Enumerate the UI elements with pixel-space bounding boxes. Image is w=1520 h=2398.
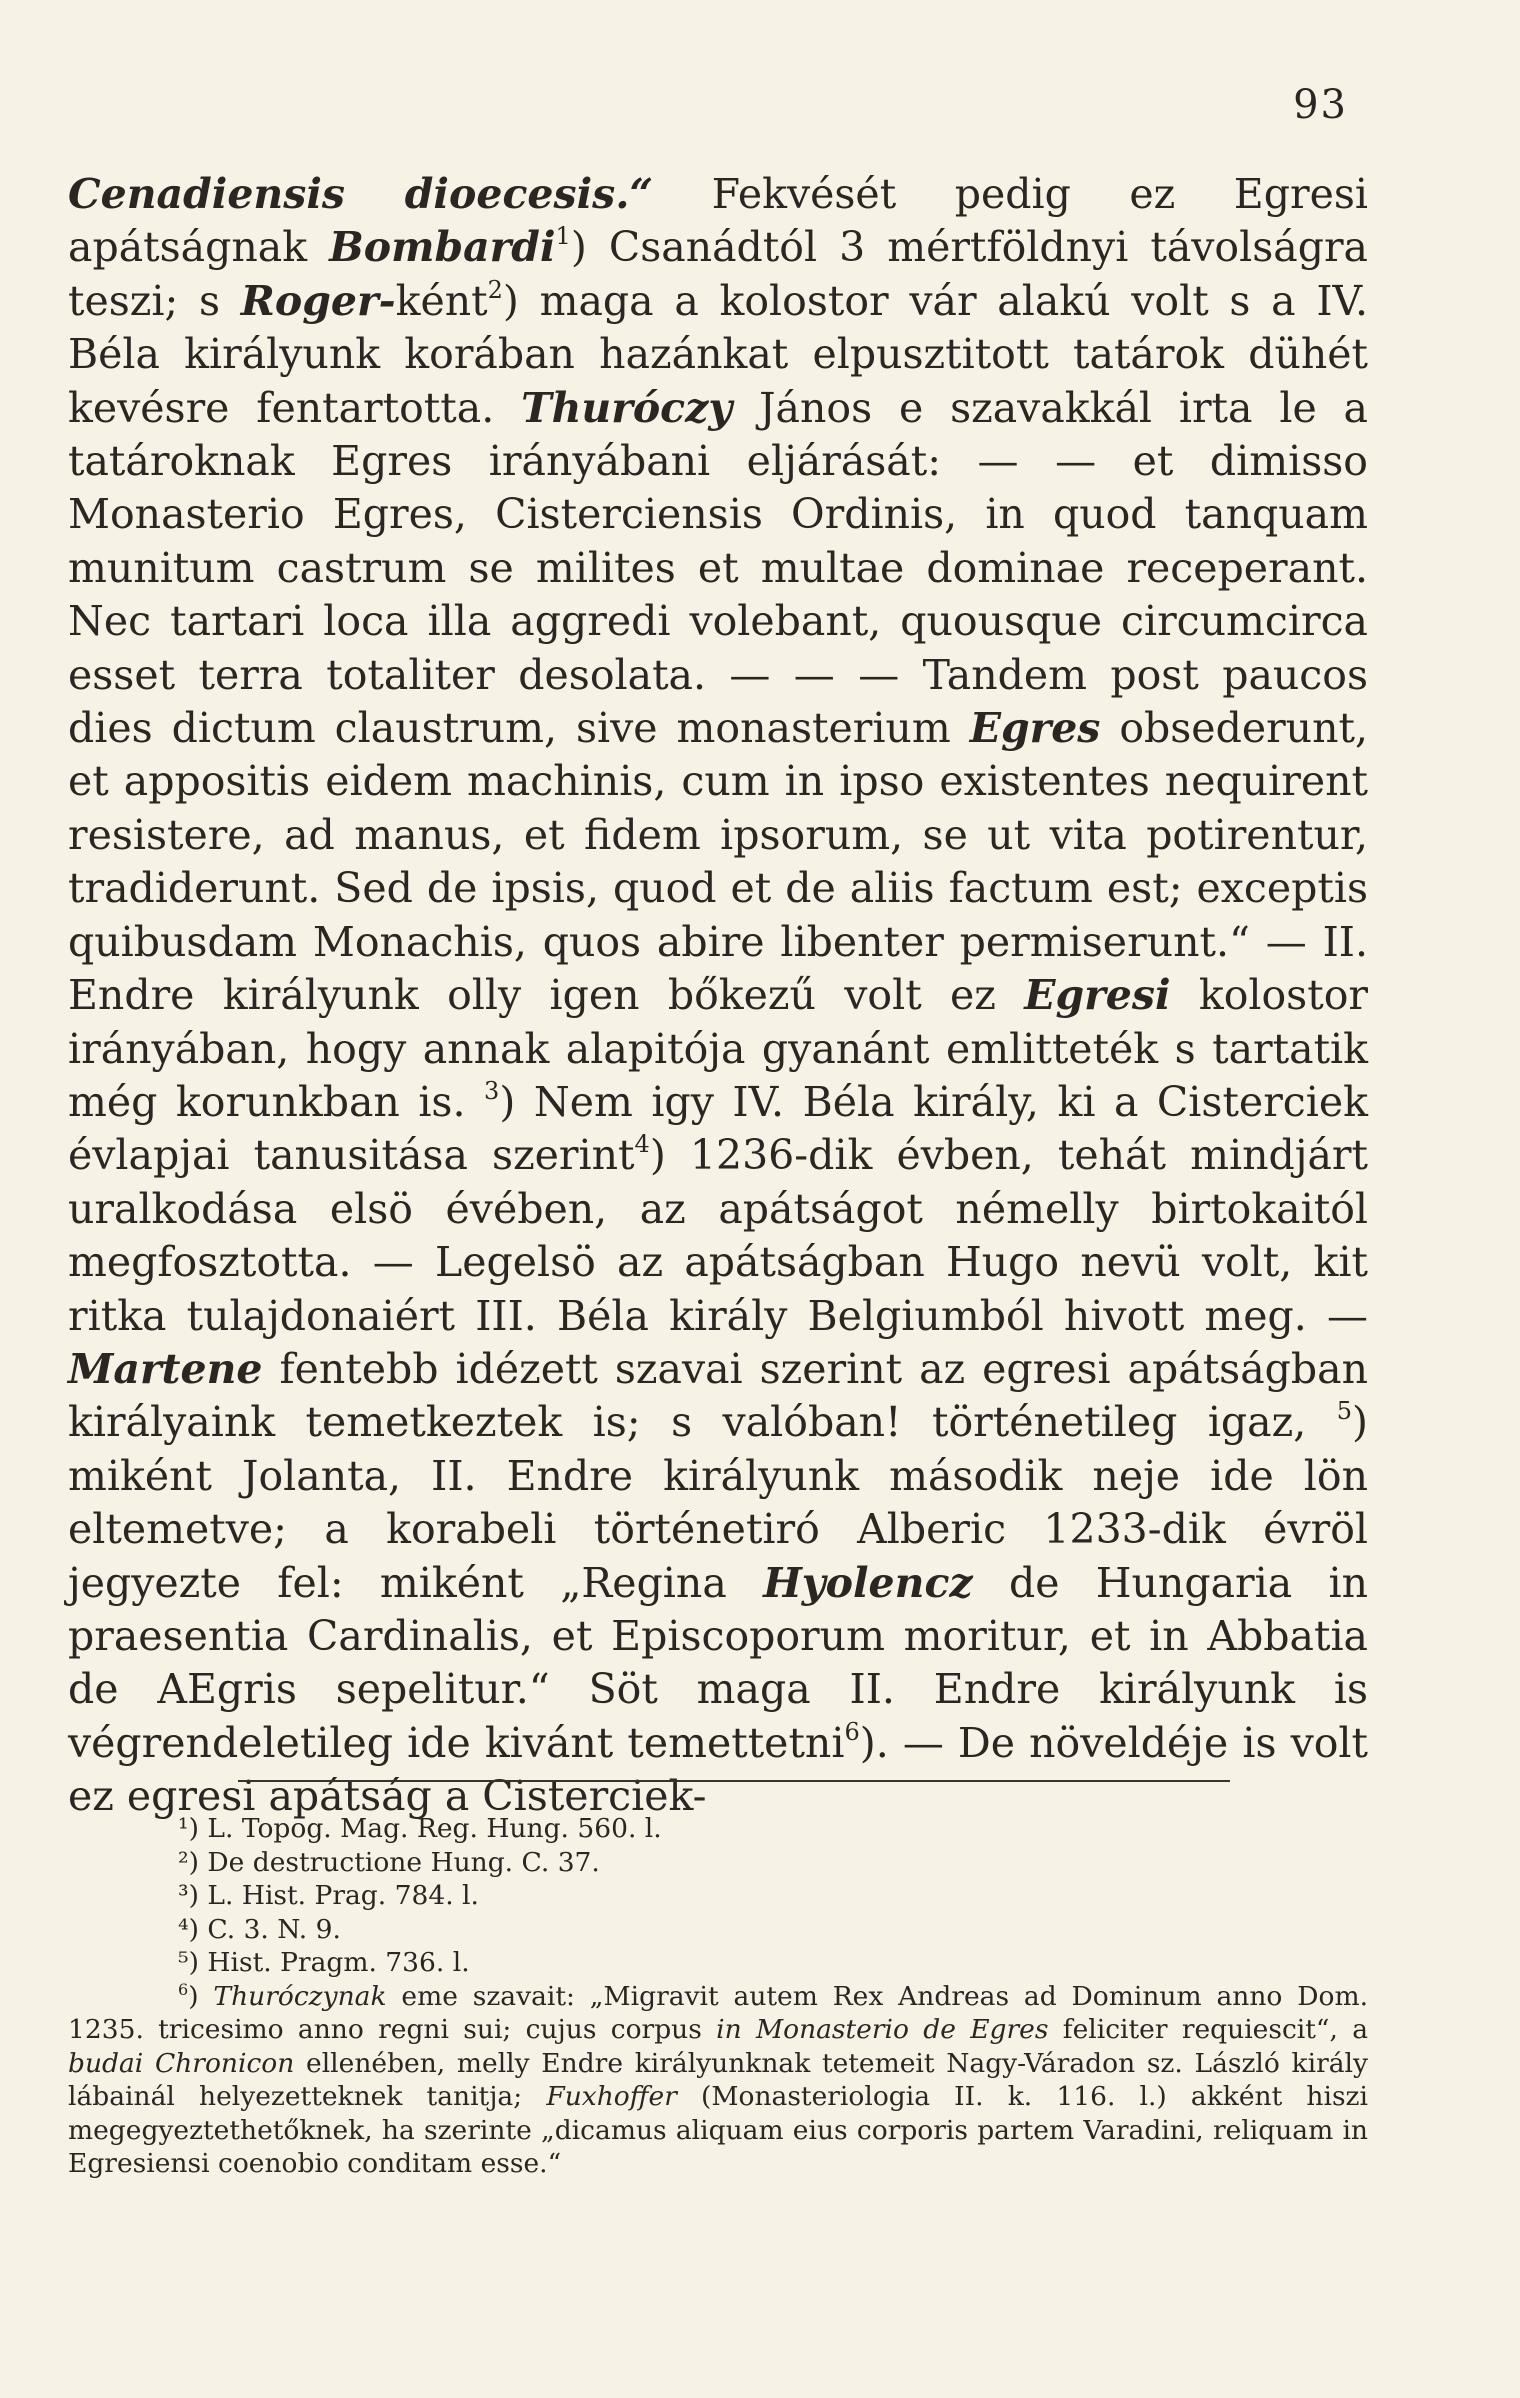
- footnote-ref: 3: [484, 1076, 500, 1105]
- body-text: ként: [395, 276, 488, 325]
- footnote-mark: ²: [178, 1846, 189, 1878]
- body-text: kolostor irányában, hogy annak alapitója gyanánt emlitteték s tartatik még korunkban is.: [68, 971, 1368, 1126]
- footnote-text: (Monasteriologia II. k. 116. l.) akként hiszi megegyeztethetőknek, ha szerinte „dicamus aliquam eius corporis partem Varadini, reliquam in Egresiensi coenobio conditam esse.“: [68, 2081, 1368, 2179]
- footnote: [68, 1812, 1368, 1846]
- footnote-mark: ⁵: [178, 1947, 189, 1978]
- footnote-text: ): [188, 1980, 214, 2012]
- emphasis-text: Egresi: [1024, 971, 1171, 1020]
- emphasis-text: Roger-: [240, 276, 396, 325]
- footnote-emphasis: Fuxhoffer: [546, 2081, 677, 2112]
- footnote-text: ) Hist. Pragm. 736. l.: [188, 1947, 470, 1978]
- body-text: obsederunt, et appositis eidem machinis, cum in ipso existentes nequirent resistere, ad manus, et fidem ipsorum, se ut vita potirentur, tradiderunt. Sed de ipsis, quod et de aliis factum est; exceptis quibusdam Monachis, quos abire libenter permiserunt.“ — II. Endre királyunk olly igen bőkezű volt ez: [68, 704, 1368, 1020]
- footnote: [68, 1913, 1368, 1947]
- emphasis-text: Cenadiensis dioecesis.“: [68, 170, 654, 218]
- footnote-emphasis: in Monasterio de Egres: [716, 2014, 1049, 2045]
- footnote-text: ) L. Topog. Mag. Reg. Hung. 560. l.: [188, 1813, 662, 1844]
- footnote-ref: 4: [634, 1130, 650, 1159]
- body-text: ) 1236-dik évben, tehát mindjárt uralkodása elsö évében, az apátságot némelly birtokaitól megfosztotta. — Legelsö az apátságban Hugo nevü volt, kit ritka tulajdonaiért III. Béla király Belgiumból hivott meg. —: [68, 1131, 1368, 1340]
- body-text: de Hungaria in praesentia Cardinalis, et Episcoporum moritur, et in Abbatia de AEgris sepelitur.“ Söt maga II. Endre királyunk is végrendeletileg ide kivánt temettetni: [68, 1558, 1368, 1767]
- body-text: ). — De növeldéje is volt ez egresi apátság a Cisterciek-: [68, 1718, 1369, 1821]
- footnote-mark: ¹: [178, 1813, 189, 1844]
- body-text: ) Csanádtól 3 mértföldnyi távolságra teszi; s: [68, 223, 1368, 325]
- footnote-text: ) De destructione Hung. C. 37.: [188, 1846, 600, 1878]
- footnote-mark: 6: [178, 1979, 189, 1999]
- emphasis-text: Egres: [969, 704, 1101, 753]
- body-text: ) miként Jolanta, II. Endre királyunk második neje ide lön eltemetve; a korabeli történetiró Alberic 1233-dik évröl jegyezte fel: miként „Regina: [68, 1398, 1368, 1607]
- body-text: Fekvését pedig ez Egresi apátságnak: [68, 170, 1368, 272]
- footnote-mark: ³: [178, 1880, 189, 1911]
- footnote-text: ) C. 3. N. 9.: [188, 1913, 341, 1945]
- footnote-emphasis: Thuróczynak: [213, 1980, 387, 2012]
- page-number: 93: [1293, 82, 1348, 128]
- body-paragraph: [68, 168, 1368, 1824]
- footnote-ref: 5: [1336, 1397, 1352, 1426]
- emphasis-text: Martene: [68, 1344, 263, 1393]
- emphasis-text: Hyolencz: [763, 1558, 973, 1607]
- footnote-ref: 6: [844, 1717, 860, 1746]
- footnote-divider: [238, 1780, 1230, 1782]
- body-text: fentebb idézett szavai szerint az egresi apátságban királyaink temetkeztek is; s valóban! történetileg igaz,: [68, 1344, 1368, 1447]
- main-text-block: [68, 168, 1368, 1824]
- footnote: [68, 1879, 1368, 1913]
- footnote-text: ) L. Hist. Prag. 784. l.: [188, 1880, 479, 1911]
- body-text: ) maga a kolostor vár alakú volt s a IV. Béla királyunk korában hazánkat elpusztitott tatárok dühét kevésre fentartotta.: [68, 276, 1368, 432]
- footnote: [68, 1946, 1368, 1980]
- emphasis-text: Thuróczy: [521, 383, 733, 432]
- footnote-text: feliciter requiescit“, a: [1048, 2014, 1368, 2045]
- footnote: [68, 1846, 1368, 1880]
- footnote-mark: ⁴: [178, 1913, 189, 1945]
- footnotes: [68, 1812, 1368, 2181]
- footnote-text: ellenében, melly Endre királyunknak tetemeit Nagy-Váradon sz. László király lábainál helyezetteknek tanitja;: [68, 2047, 1368, 2112]
- footnote-text: eme szavait: „Migravit autem Rex Andreas ad Dominum anno Dom. 1235. tricesimo anno regni sui; cujus corpus: [68, 1980, 1368, 2045]
- footnote-emphasis: budai Chronicon: [68, 2047, 295, 2079]
- footnote-ref: 2: [487, 275, 503, 304]
- body-text: ) Nem igy IV. Béla király, ki a Cisterciek évlapjai tanusitása szerint: [68, 1077, 1368, 1180]
- footnote-ref: 1: [555, 222, 571, 251]
- footnote-long: [68, 1980, 1368, 2181]
- body-text: János e szavakkál irta le a tatároknak Egres irányábani eljárását: — — et dimisso Monasterio Egres, Cisterciensis Ordinis, in quod tanquam munitum castrum se milites et multae dominae receperant. Nec tartari loca illa aggredi volebant, quousque circumcirca esset terra totaliter desolata. — — — Tandem post paucos dies dictum claustrum, sive monasterium: [68, 383, 1368, 753]
- emphasis-text: Bombardi: [329, 223, 556, 272]
